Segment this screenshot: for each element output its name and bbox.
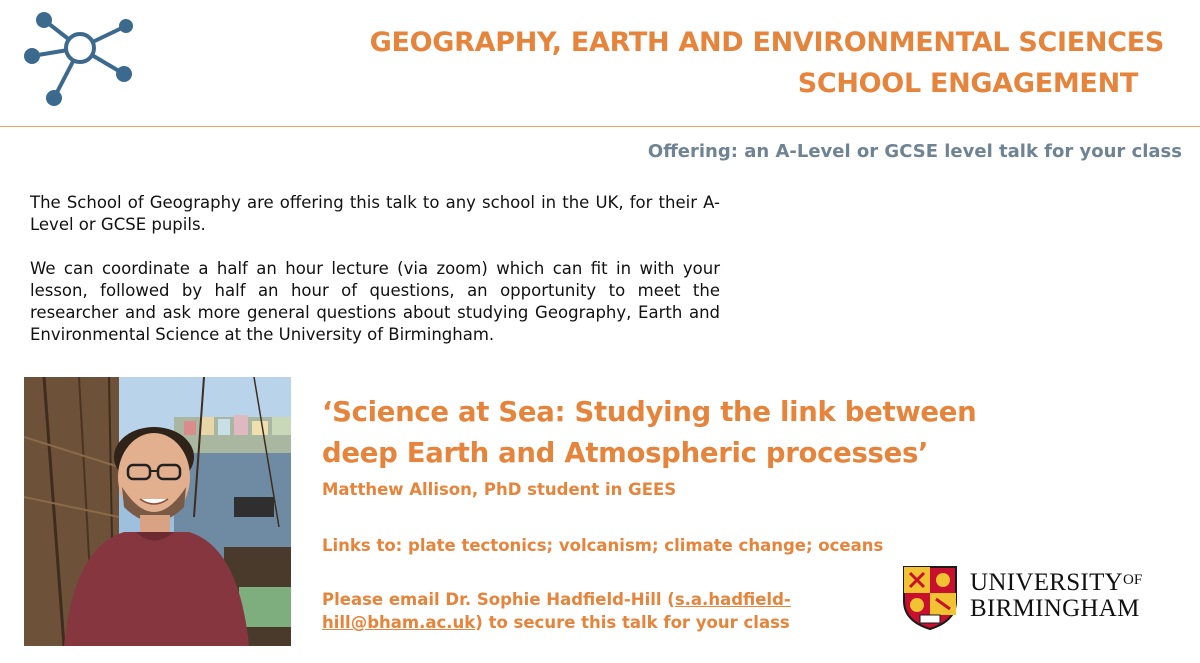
university-name-of: OF (1123, 572, 1143, 588)
intro-paragraph-1: The School of Geography are offering this talk to any school in the UK, for their A-Level or GCSE pupils. (30, 193, 720, 234)
university-logo (896, 565, 1160, 635)
contact-suffix: ) to secure this talk for your class (475, 613, 790, 632)
links-text: Links to: plate tectonics; volcanism; climate change; oceans (322, 536, 884, 555)
talk-title-line-1: ‘Science at Sea: Studying the link between (322, 396, 977, 428)
network-icon (14, 4, 136, 114)
header-divider (0, 126, 1200, 127)
email-link-continued[interactable]: hill@bham.ac.uk (322, 613, 476, 632)
university-name (970, 567, 1142, 622)
contact-prefix: Please email Dr. Sophie Hadfield-Hill ( (322, 590, 675, 609)
university-crest-icon (902, 565, 958, 631)
talk-title (322, 392, 976, 474)
talk-title-line-2: deep Earth and Atmospheric processes’ (322, 437, 929, 469)
intro-text (30, 192, 720, 368)
offering-text: Offering: an A-Level or GCSE level talk for your class (647, 141, 1182, 162)
email-link[interactable]: s.a.hadfield- (674, 590, 791, 609)
speaker-name: Matthew Allison, PhD student in GEES (322, 480, 677, 499)
contact-text (322, 588, 842, 634)
page-title (370, 22, 1164, 104)
intro-paragraph-2: We can coordinate a half an hour lecture (via zoom) which can fit in with your lesson, followed by half an hour of questions, an opportunity to meet the researcher and ask more general questions about studying Geography, Earth and Environmental Science at the University of Birmingham. (30, 259, 720, 344)
university-name-part2: BIRMINGHAM (970, 595, 1140, 622)
title-line-1: GEOGRAPHY, EARTH AND ENVIRONMENTAL SCIENCES (369, 27, 1164, 58)
title-line-2: SCHOOL ENGAGEMENT (797, 68, 1138, 99)
speaker-photo (24, 377, 291, 646)
university-name-part1: UNIVERSITY (970, 569, 1123, 596)
